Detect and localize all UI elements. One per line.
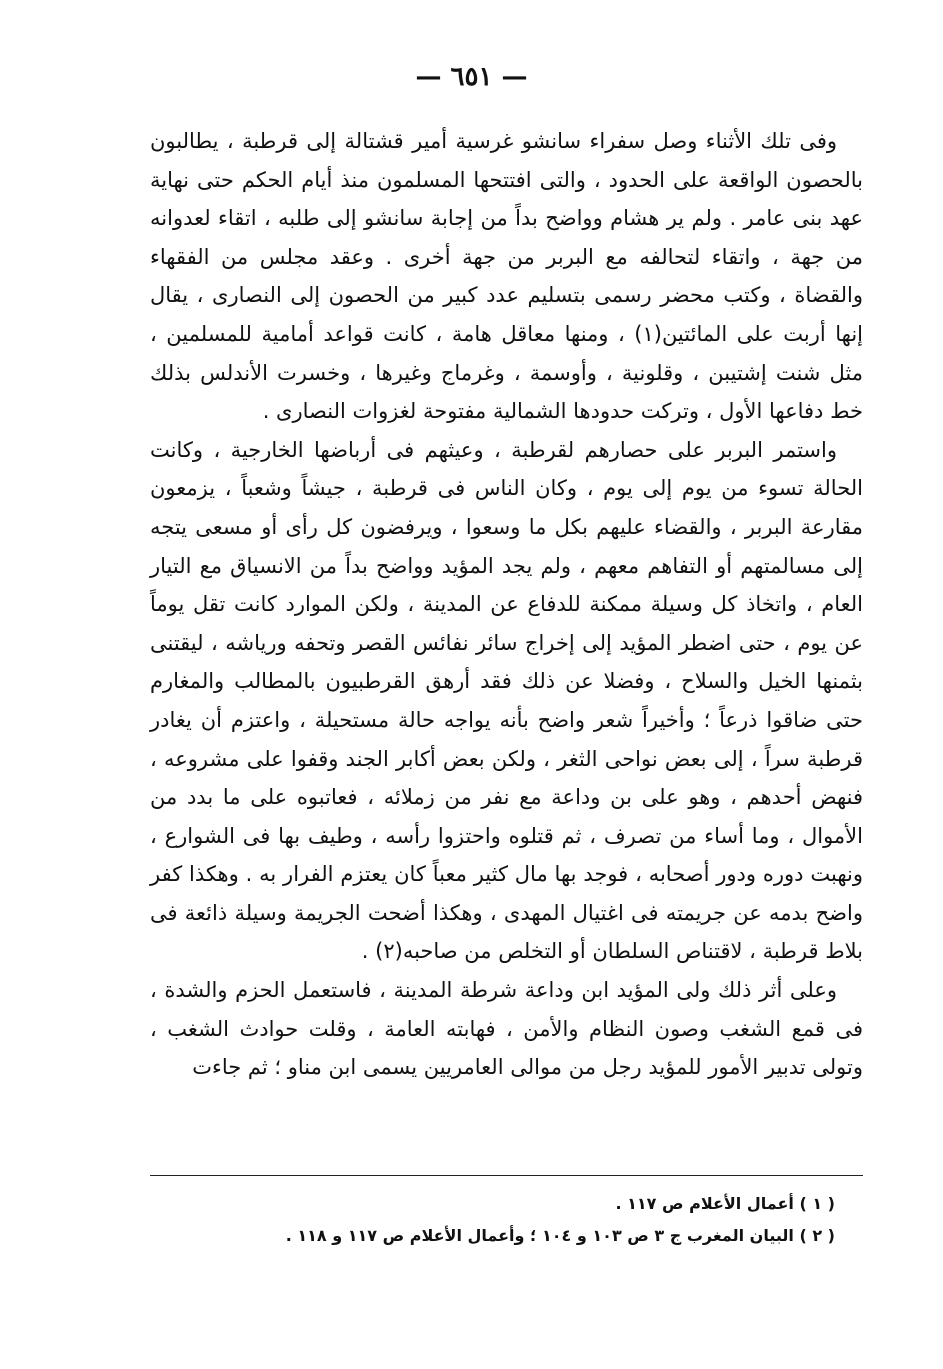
page-number: — ٦٥١ — (415, 62, 528, 92)
paragraph-2: واستمر البربر على حصارهم لقرطبة ، وعيثهم فى أرباضها الخارجية ، وكانت الحالة تسوء من يوم إلى يوم ، وكان الناس فى قرطبة ، جيشاً وشعباً ، يزمعون مقارعة البربر ، والقضاء عليهم بكل ما وسعوا ، ويرفضون كل رأى أو مسعى يتجه إلى مسالمتهم أو التفاهم معهم ، ولم يجد المؤيد وواضح بداً من الانسياق مع التيار العام ، واتخاذ كل وسيلة ممكنة للدفاع عن المدينة ، ولكن الموارد كانت تقل يوماً عن يوم ، حتى اضطر المؤيد إلى إخراج سائر نفائس القصر وتحفه ورياشه ، ليقتنى بثمنها الخيل والسلاح ، وفضلا عن ذلك فقد أرهق القرطبيون بالمطالب والمغارم حتى ضاقوا ذرعاً ؛ وأخيراً شعر واضح بأنه يواجه حالة مستحيلة ، واعتزم أن يغادر قرطبة سراً ، إلى بعض نواحى الثغر ، ولكن بعض أكابر الجند وقفوا على مشروعه ، فنهض أحدهم ، وهو على بن وداعة مع نفر من زملائه ، فعاتبوه على ما بدد من الأموال ، وما أساء من تصرف ، ثم قتلوه واحتزوا رأسه ، وطيف بها فى الشوارع ، ونهبت دوره ودور أصحابه ، فوجد بها مال كثير معباً كان يعتزم الفرار به . وهكذا كفر واضح بدمه عن جريمته فى اغتيال المهدى ، وهكذا أضحت الجريمة وسيلة ذائعة فى بلاط قرطبة ، لاقتناص السلطان أو التخلص من صاحبه(٢) . (150, 437, 863, 964)
main-text (150, 122, 863, 1087)
footnote-divider (150, 1175, 863, 1176)
footnote-1: ( ١ ) أعمال الأعلام ص ١١٧ . (615, 1194, 835, 1213)
paragraph-3: وعلى أثر ذلك ولى المؤيد ابن وداعة شرطة المدينة ، فاستعمل الحزم والشدة ، فى قمع الشغب وصون النظام والأمن ، فهابته العامة ، وقلت حوادث الشغب ، وتولى تدبير الأمور للمؤيد رجل من موالى العامريين يسمى ابن مناو ؛ ثم جاءت (150, 978, 863, 1080)
footnote-2: ( ٢ ) البيان المغرب ج ٣ ص ١٠٣ و ١٠٤ ؛ وأعمال الأعلام ص ١١٧ و ١١٨ . (285, 1226, 835, 1245)
paragraph-1: وفى تلك الأثناء وصل سفراء سانشو غرسية أمير قشتالة إلى قرطبة ، يطالبون بالحصون الواقعة على الحدود ، والتى افتتحها المسلمون منذ أيام الحكم حتى نهاية عهد بنى عامر . ولم ير هشام وواضح بداً من إجابة سانشو إلى طلبه ، اتقاء لعدوانه من جهة ، واتقاء لتحالفه مع البربر من جهة أخرى . وعقد مجلس من الفقهاء والقضاة ، وكتب محضر رسمى بتسليم عدد كبير من الحصون إلى النصارى ، يقال إنها أربت على المائتين(١) ، ومنها معاقل هامة ، كانت قواعد أمامية للمسلمين ، مثل شنت إشتيبن ، وقلونية ، وأوسمة ، وغرماج وغيرها ، وخسرت الأندلس بذلك خط دفاعها الأول ، وتركت حدودها الشمالية مفتوحة لغزوات النصارى . (150, 129, 864, 424)
footnotes (150, 1188, 863, 1252)
